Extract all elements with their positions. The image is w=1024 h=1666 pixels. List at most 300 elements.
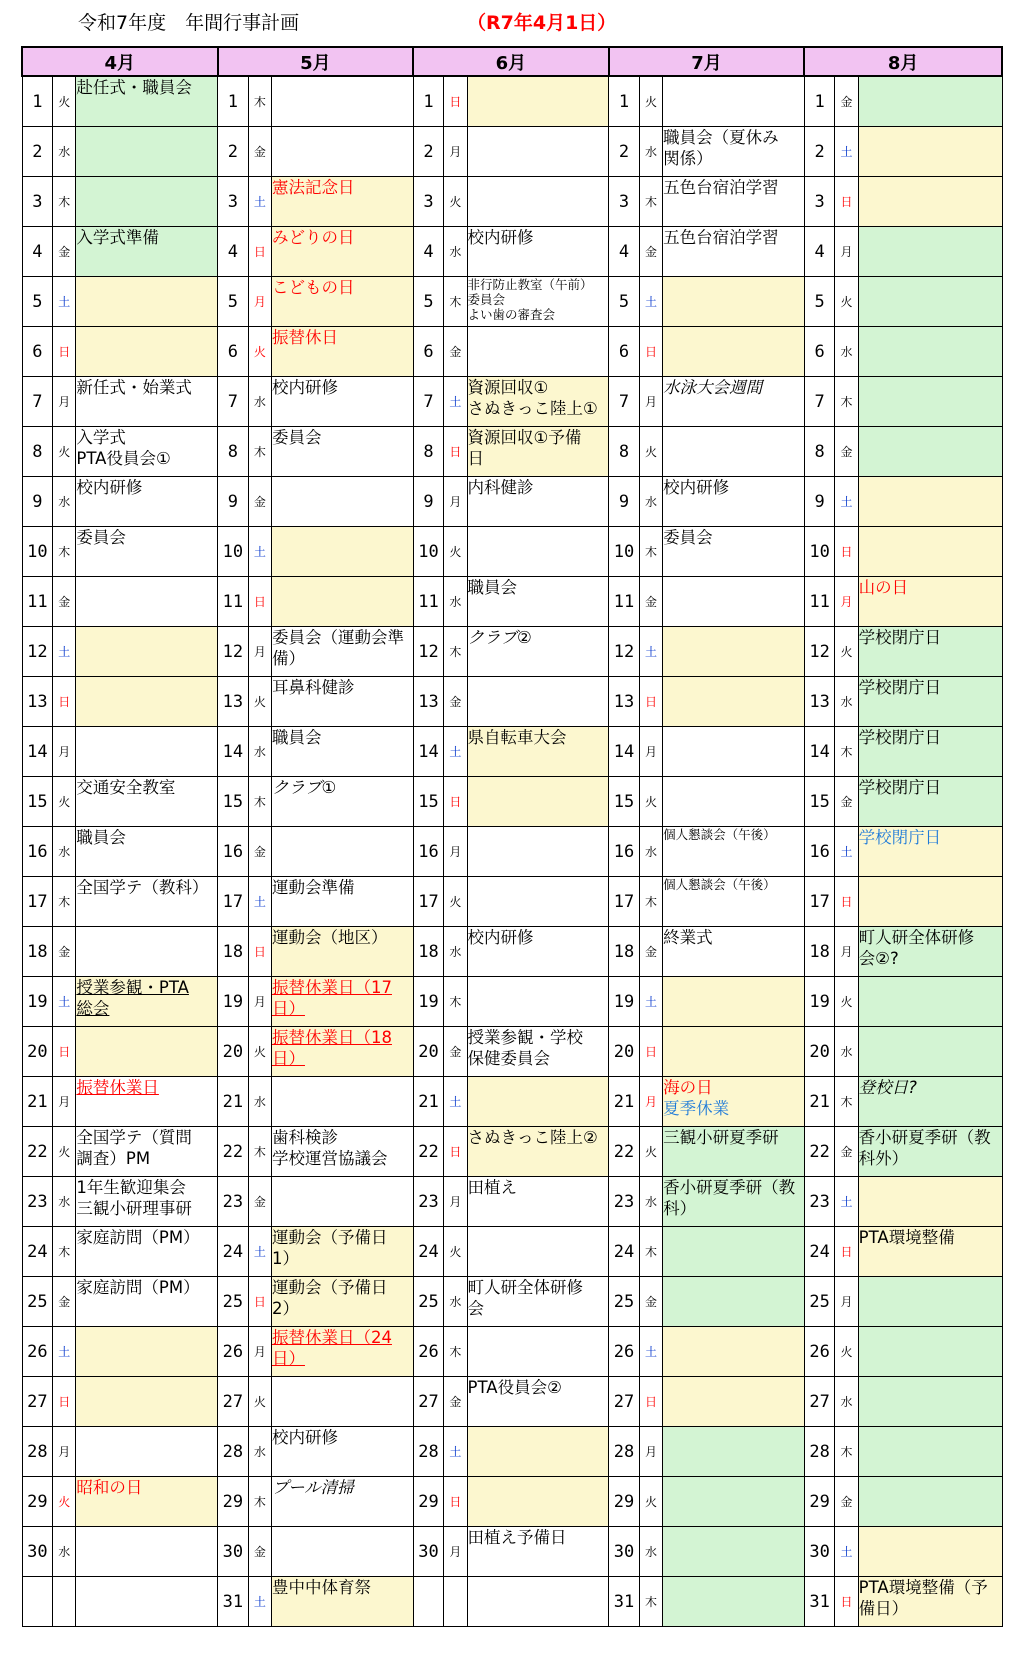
calendar-row	[22, 427, 1002, 477]
calendar-row	[22, 1477, 1002, 1527]
weekday-label: 木	[835, 1427, 858, 1477]
event-text: 学校閉庁日	[858, 728, 942, 747]
day-number: 5	[413, 277, 444, 327]
day-number: 14	[609, 727, 640, 777]
weekday-label: 水	[444, 227, 467, 277]
event-text: さぬきっこ陸上①	[467, 399, 598, 418]
day-number: 1	[22, 76, 53, 127]
day-number: 22	[413, 1127, 444, 1177]
calendar-row	[22, 627, 1002, 677]
event-cell	[663, 1027, 805, 1077]
weekday-label: 土	[248, 527, 271, 577]
weekday-label: 木	[53, 877, 76, 927]
event-text: 振替休業日（18	[271, 1028, 392, 1047]
event-cell	[858, 377, 1002, 427]
calendar-row	[22, 1177, 1002, 1227]
day-number: 6	[609, 327, 640, 377]
weekday-label: 月	[444, 827, 467, 877]
event-cell	[663, 76, 805, 127]
weekday-label: 月	[444, 477, 467, 527]
event-text: 交通安全教室	[76, 778, 176, 797]
event-cell	[271, 1327, 413, 1377]
event-text: 関係）	[663, 149, 713, 168]
event-cell	[76, 427, 218, 477]
event-text: 家庭訪問（PM）	[76, 1228, 200, 1247]
day-number: 24	[413, 1227, 444, 1277]
event-cell	[467, 1327, 609, 1377]
event-cell	[76, 1377, 218, 1427]
weekday-label: 土	[835, 1177, 858, 1227]
weekday-label: 火	[248, 327, 271, 377]
day-number: 25	[22, 1277, 53, 1327]
weekday-label: 金	[835, 1477, 858, 1527]
event-cell	[663, 927, 805, 977]
day-number: 25	[218, 1277, 249, 1327]
event-text: 県自転車大会	[467, 728, 567, 747]
event-text: 備日）	[858, 1599, 909, 1618]
weekday-label: 日	[835, 527, 858, 577]
weekday-label: 月	[639, 727, 662, 777]
weekday-label: 金	[248, 827, 271, 877]
event-cell	[467, 827, 609, 877]
weekday-label: 金	[444, 1027, 467, 1077]
day-number: 8	[609, 427, 640, 477]
day-number: 17	[218, 877, 249, 927]
day-number: 11	[609, 577, 640, 627]
day-number: 12	[804, 627, 835, 677]
event-cell	[76, 577, 218, 627]
event-text: 校内研修	[663, 478, 730, 497]
event-cell	[467, 1027, 609, 1077]
day-number: 17	[22, 877, 53, 927]
calendar-row	[22, 777, 1002, 827]
day-number: 13	[413, 677, 444, 727]
event-cell	[663, 1177, 805, 1227]
day-number: 28	[609, 1427, 640, 1477]
day-number: 5	[218, 277, 249, 327]
event-cell	[858, 1477, 1002, 1527]
event-text: 赴任式・職員会	[76, 78, 192, 97]
weekday-label: 木	[639, 1577, 662, 1627]
event-cell	[271, 927, 413, 977]
event-cell	[76, 227, 218, 277]
event-text: 科外）	[858, 1149, 909, 1168]
weekday-label: 木	[53, 527, 76, 577]
day-number: 22	[804, 1127, 835, 1177]
event-cell	[271, 327, 413, 377]
day-number: 20	[413, 1027, 444, 1077]
weekday-label: 火	[53, 76, 76, 127]
event-cell	[271, 1127, 413, 1177]
event-cell	[271, 377, 413, 427]
day-number: 11	[804, 577, 835, 627]
event-cell	[467, 76, 609, 127]
event-cell	[858, 627, 1002, 677]
day-number: 11	[413, 577, 444, 627]
event-text: 振替休業日（24	[271, 1328, 392, 1347]
event-cell	[858, 1227, 1002, 1277]
event-cell	[271, 1377, 413, 1427]
day-number: 24	[218, 1227, 249, 1277]
event-text: 町人研全体研修	[467, 1278, 584, 1297]
weekday-label: 水	[639, 827, 662, 877]
month-header: 7月	[609, 47, 805, 76]
day-number: 8	[218, 427, 249, 477]
event-text: 豊中中体育祭	[271, 1578, 371, 1597]
event-text: PTA環境整備	[858, 1228, 955, 1247]
weekday-label: 水	[639, 1177, 662, 1227]
event-cell	[858, 1077, 1002, 1127]
event-cell	[663, 1477, 805, 1527]
weekday-label: 水	[248, 1077, 271, 1127]
month-header: 5月	[218, 47, 414, 76]
day-number: 27	[22, 1377, 53, 1427]
weekday-label: 日	[53, 1027, 76, 1077]
weekday-label: 金	[835, 1127, 858, 1177]
day-number: 4	[22, 227, 53, 277]
event-text: 運動会準備	[271, 878, 355, 897]
day-number: 18	[609, 927, 640, 977]
day-number: 10	[218, 527, 249, 577]
event-text: 香小研夏季研（教	[858, 1128, 991, 1147]
weekday-label: 金	[444, 677, 467, 727]
event-cell	[271, 477, 413, 527]
day-number: 15	[804, 777, 835, 827]
event-cell	[467, 1577, 609, 1627]
weekday-label: 日	[639, 677, 662, 727]
day-number: 27	[804, 1377, 835, 1427]
weekday-label: 金	[444, 1377, 467, 1427]
day-number: 14	[413, 727, 444, 777]
day-number: 21	[22, 1077, 53, 1127]
event-cell	[858, 1427, 1002, 1477]
event-cell	[663, 1227, 805, 1277]
event-cell	[467, 477, 609, 527]
event-cell	[858, 777, 1002, 827]
weekday-label: 土	[444, 377, 467, 427]
weekday-label: 水	[444, 577, 467, 627]
calendar-row	[22, 977, 1002, 1027]
day-number: 23	[218, 1177, 249, 1227]
event-text: 科）	[663, 1199, 697, 1218]
event-cell	[467, 877, 609, 927]
weekday-label: 木	[639, 177, 662, 227]
event-cell	[858, 677, 1002, 727]
day-number: 1	[218, 76, 249, 127]
weekday-label: 日	[444, 1127, 467, 1177]
weekday-label: 火	[639, 427, 662, 477]
weekday-label: 日	[248, 927, 271, 977]
day-number: 20	[22, 1027, 53, 1077]
event-cell	[858, 1127, 1002, 1177]
day-number: 3	[22, 177, 53, 227]
weekday-label: 木	[53, 177, 76, 227]
day-number: 10	[609, 527, 640, 577]
event-cell	[467, 277, 609, 327]
weekday-label: 木	[835, 377, 858, 427]
event-cell	[467, 1277, 609, 1327]
day-number: 1	[609, 76, 640, 127]
day-number: 6	[218, 327, 249, 377]
weekday-label: 火	[835, 977, 858, 1027]
weekday-label: 火	[53, 777, 76, 827]
event-cell	[663, 627, 805, 677]
event-text: 全国学テ（質問	[76, 1128, 192, 1147]
day-number: 29	[413, 1477, 444, 1527]
day-number: 27	[218, 1377, 249, 1427]
weekday-label: 土	[248, 177, 271, 227]
weekday-label: 火	[248, 1027, 271, 1077]
day-number: 8	[22, 427, 53, 477]
day-number: 11	[218, 577, 249, 627]
event-text: 日	[467, 449, 485, 468]
calendar-row	[22, 577, 1002, 627]
event-cell	[76, 927, 218, 977]
event-text: 海の日	[663, 1078, 713, 1097]
day-number: 15	[413, 777, 444, 827]
day-number: 16	[218, 827, 249, 877]
event-text: 登校日?	[858, 1078, 917, 1097]
weekday-label: 水	[248, 727, 271, 777]
day-number: 30	[413, 1527, 444, 1577]
calendar-row	[22, 76, 1002, 127]
event-text: 授業参観・学校	[467, 1028, 584, 1047]
weekday-label: 金	[835, 76, 858, 127]
event-cell	[76, 777, 218, 827]
day-number: 8	[804, 427, 835, 477]
event-text: 耳鼻科健診	[271, 678, 355, 697]
weekday-label: 月	[248, 1327, 271, 1377]
day-number: 16	[609, 827, 640, 877]
day-number: 3	[218, 177, 249, 227]
event-text: 運動会（地区）	[271, 928, 388, 947]
weekday-label: 月	[248, 627, 271, 677]
event-cell	[858, 76, 1002, 127]
event-cell	[271, 1027, 413, 1077]
calendar-row	[22, 1377, 1002, 1427]
weekday-label	[53, 1577, 76, 1627]
event-text: 全国学テ（教科）	[76, 878, 209, 897]
calendar-row	[22, 827, 1002, 877]
weekday-label: 金	[53, 927, 76, 977]
day-number: 15	[218, 777, 249, 827]
day-number: 22	[218, 1127, 249, 1177]
weekday-label: 金	[248, 127, 271, 177]
calendar-row	[22, 1127, 1002, 1177]
weekday-label: 土	[639, 277, 662, 327]
event-text: 歯科検診	[271, 1128, 338, 1147]
day-number: 31	[218, 1577, 249, 1627]
day-number: 26	[413, 1327, 444, 1377]
event-cell	[467, 377, 609, 427]
event-cell	[76, 477, 218, 527]
event-cell	[271, 1527, 413, 1577]
event-text: 夏季休業	[663, 1099, 730, 1118]
event-text: 学校閉庁日	[858, 778, 942, 797]
day-number: 16	[22, 827, 53, 877]
day-number: 8	[413, 427, 444, 477]
event-text: 委員会（運動会準	[271, 628, 404, 647]
weekday-label: 土	[53, 977, 76, 1027]
day-number: 19	[218, 977, 249, 1027]
event-cell	[663, 427, 805, 477]
event-cell	[271, 127, 413, 177]
weekday-label: 金	[835, 427, 858, 477]
weekday-label: 金	[639, 1277, 662, 1327]
event-text: 職員会（夏休み	[663, 128, 779, 147]
day-number: 20	[218, 1027, 249, 1077]
weekday-label: 土	[53, 1327, 76, 1377]
event-text: 委員会	[663, 528, 713, 547]
event-cell	[271, 1227, 413, 1277]
event-cell	[467, 1227, 609, 1277]
weekday-label: 木	[248, 1477, 271, 1527]
day-number: 26	[218, 1327, 249, 1377]
day-number: 19	[413, 977, 444, 1027]
calendar-row	[22, 677, 1002, 727]
day-number: 7	[804, 377, 835, 427]
event-text: 会	[467, 1299, 485, 1318]
day-number: 25	[413, 1277, 444, 1327]
event-text: 個人懇談会（午後）	[663, 877, 776, 892]
event-text: 内科健診	[467, 478, 534, 497]
day-number: 14	[22, 727, 53, 777]
weekday-label: 日	[639, 327, 662, 377]
day-number: 2	[413, 127, 444, 177]
day-number: 7	[413, 377, 444, 427]
event-cell	[858, 1177, 1002, 1227]
day-number: 12	[218, 627, 249, 677]
event-cell	[271, 877, 413, 927]
day-number: 20	[609, 1027, 640, 1077]
event-cell	[467, 127, 609, 177]
event-cell	[271, 727, 413, 777]
event-cell	[76, 1277, 218, 1327]
weekday-label: 月	[835, 227, 858, 277]
event-cell	[467, 427, 609, 477]
weekday-label: 日	[444, 1477, 467, 1527]
day-number: 11	[22, 577, 53, 627]
weekday-label: 土	[248, 1227, 271, 1277]
weekday-label: 日	[835, 1227, 858, 1277]
day-number: 27	[413, 1377, 444, 1427]
calendar-row	[22, 1277, 1002, 1327]
event-text: 授業参観・PTA	[76, 978, 189, 997]
weekday-label: 木	[248, 427, 271, 477]
weekday-label	[444, 1577, 467, 1627]
weekday-label: 金	[53, 1277, 76, 1327]
weekday-label: 火	[835, 277, 858, 327]
event-cell	[467, 977, 609, 1027]
event-text: 運動会（予備日	[271, 1228, 388, 1247]
calendar-row	[22, 327, 1002, 377]
event-cell	[76, 827, 218, 877]
calendar-row	[22, 1577, 1002, 1627]
day-number: 2	[609, 127, 640, 177]
month-header-row	[22, 47, 1002, 76]
day-number: 26	[804, 1327, 835, 1377]
day-number: 27	[609, 1377, 640, 1427]
weekday-label: 月	[835, 1277, 858, 1327]
day-number: 9	[22, 477, 53, 527]
weekday-label: 水	[444, 927, 467, 977]
weekday-label: 木	[444, 277, 467, 327]
month-header: 4月	[22, 47, 218, 76]
weekday-label: 土	[53, 627, 76, 677]
event-cell	[76, 1577, 218, 1627]
weekday-label: 月	[835, 577, 858, 627]
day-number: 17	[609, 877, 640, 927]
event-text: 終業式	[663, 928, 713, 947]
day-number: 22	[609, 1127, 640, 1177]
day-number: 23	[609, 1177, 640, 1227]
event-text: 備）	[271, 649, 305, 668]
day-number	[22, 1577, 53, 1627]
weekday-label: 水	[835, 1377, 858, 1427]
weekday-label: 月	[639, 1077, 662, 1127]
document-title: 令和7年度 年間行事計画	[78, 12, 300, 34]
event-text: 日）	[271, 999, 305, 1018]
month-header: 6月	[413, 47, 609, 76]
day-number: 28	[413, 1427, 444, 1477]
weekday-label: 水	[835, 327, 858, 377]
day-number	[413, 1577, 444, 1627]
event-cell	[858, 177, 1002, 227]
event-text: 校内研修	[467, 928, 534, 947]
event-cell	[76, 677, 218, 727]
event-cell	[76, 1227, 218, 1277]
weekday-label: 金	[248, 1177, 271, 1227]
day-number: 6	[804, 327, 835, 377]
weekday-label: 木	[639, 527, 662, 577]
event-text: 憲法記念日	[271, 178, 355, 197]
event-text: 職員会	[271, 728, 322, 747]
weekday-label: 火	[639, 1477, 662, 1527]
weekday-label: 土	[835, 1527, 858, 1577]
day-number: 9	[413, 477, 444, 527]
weekday-label: 月	[444, 1177, 467, 1227]
day-number: 7	[22, 377, 53, 427]
event-text: 個人懇談会（午後）	[663, 827, 776, 842]
event-cell	[271, 527, 413, 577]
weekday-label: 水	[248, 377, 271, 427]
event-text: 2）	[271, 1299, 299, 1318]
event-cell	[663, 777, 805, 827]
revision-date: （R7年4月1日）	[467, 12, 617, 34]
event-cell	[76, 877, 218, 927]
event-cell	[663, 1427, 805, 1477]
event-cell	[858, 1027, 1002, 1077]
weekday-label: 日	[835, 877, 858, 927]
event-cell	[76, 727, 218, 777]
event-cell	[663, 227, 805, 277]
event-text: 振替休業日	[76, 1078, 159, 1097]
event-cell	[76, 127, 218, 177]
event-text: 昭和の日	[76, 1478, 143, 1497]
day-number: 14	[218, 727, 249, 777]
day-number: 26	[22, 1327, 53, 1377]
weekday-label: 金	[639, 227, 662, 277]
event-text: みどりの日	[271, 228, 355, 247]
event-cell	[663, 1577, 805, 1627]
calendar-row	[22, 1227, 1002, 1277]
weekday-label: 月	[53, 1077, 76, 1127]
event-text: よい歯の審査会	[467, 307, 556, 322]
event-text: 学校運営協議会	[271, 1149, 388, 1168]
day-number: 13	[22, 677, 53, 727]
day-number: 2	[22, 127, 53, 177]
event-cell	[271, 977, 413, 1027]
